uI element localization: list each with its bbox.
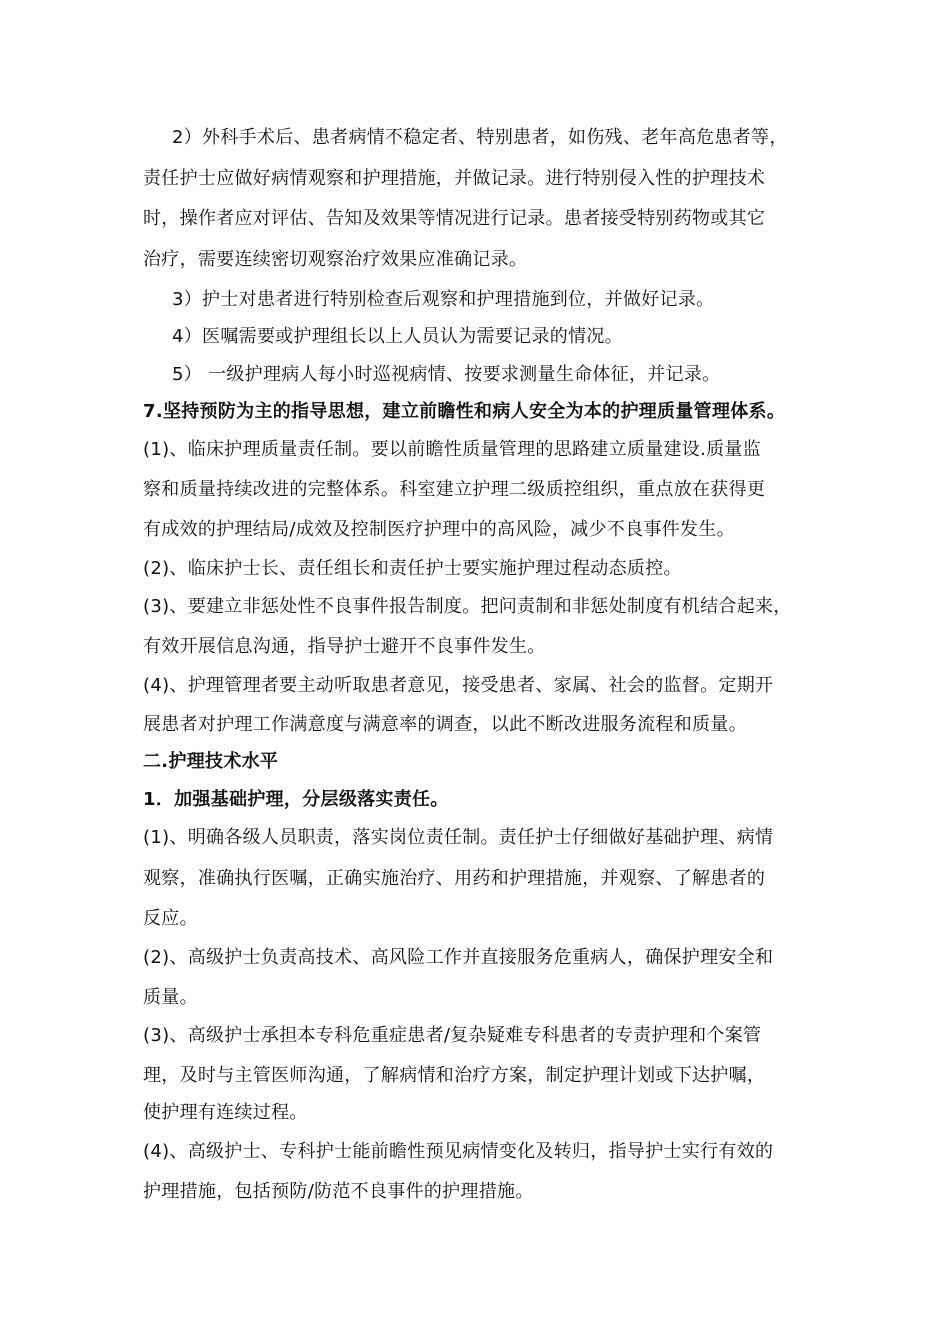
paragraph-line: 观察，准确执行医嘱，正确实施治疗、用药和护理措施，并观察、了解患者的 [143,868,766,889]
paragraph-line: 4）医嘱需要或护理组长以上人员认为需要记录的情况。 [172,326,623,347]
paragraph-line: 3）护士对患者进行特别检查后观察和护理措施到位，并做好记录。 [172,289,715,310]
paragraph-line: (2)、临床护士长、责任组长和责任护士要实施护理过程动态质控。 [143,558,682,579]
paragraph-line: 5） 一级护理病人每小时巡视病情、按要求测量生命体征，并记录。 [172,364,721,385]
paragraph-line: 理，及时与主管医师沟通，了解病情和治疗方案，制定护理计划或下达护嘱， [143,1065,766,1086]
paragraph-line: 反应。 [143,908,198,929]
paragraph-line: (1)、明确各级人员职责，落实岗位责任制。责任护士仔细做好基础护理、病情 [143,827,774,848]
paragraph-line: 2）外科手术后、患者病情不稳定者、特别患者，如伤残、老年高危患者等， [172,127,788,148]
paragraph-line: (1)、临床护理质量责任制。要以前瞻性质量管理的思路建立质量建设.质量监 [143,439,762,460]
paragraph-line: 责任护士应做好病情观察和护理措施，并做记录。进行特别侵入性的护理技术 [143,168,766,189]
paragraph-line: 有效开展信息沟通，指导护士避开不良事件发生。 [143,636,546,657]
section-heading: 7.坚持预防为主的指导思想，建立前瞻性和病人安全为本的护理质量管理体系。 [143,401,786,422]
paragraph-line: (4)、护理管理者要主动听取患者意见，接受患者、家属、社会的监督。定期开 [143,675,774,696]
paragraph-line: (3)、高级护士承担本专科危重症患者/复杂疑难专科患者的专责护理和个案管 [143,1025,762,1046]
paragraph-line: 质量。 [143,987,198,1008]
paragraph-line: 时，操作者应对评估、告知及效果等情况进行记录。患者接受特别药物或其它 [143,208,766,229]
paragraph-line: 有成效的护理结局/成效及控制医疗护理中的高风险，减少不良事件发生。 [143,519,735,540]
paragraph-line: (4)、高级护士、专科护士能前瞻性预见病情变化及转归，指导护士实行有效的 [143,1141,774,1162]
section-heading: 二.护理技术水平 [143,751,279,772]
paragraph-line: (2)、高级护士负责高技术、高风险工作并直接服务危重病人，确保护理安全和 [143,947,774,968]
subsection-heading: 1．加强基础护理，分层级落实责任。 [143,789,449,810]
paragraph-line: 展患者对护理工作满意度与满意率的调查，以此不断改进服务流程和质量。 [143,714,747,735]
paragraph-line: 使护理有连续过程。 [143,1102,308,1123]
paragraph-line: 察和质量持续改进的完整体系。科室建立护理二级质控组织，重点放在获得更 [143,479,766,500]
paragraph-line: 护理措施，包括预防/防范不良事件的护理措施。 [143,1181,534,1202]
paragraph-line: 治疗，需要连续密切观察治疗效果应准确记录。 [143,249,528,270]
paragraph-line: (3)、要建立非惩处性不良事件报告制度。把问责制和非惩处制度有机结合起来， [143,596,792,617]
